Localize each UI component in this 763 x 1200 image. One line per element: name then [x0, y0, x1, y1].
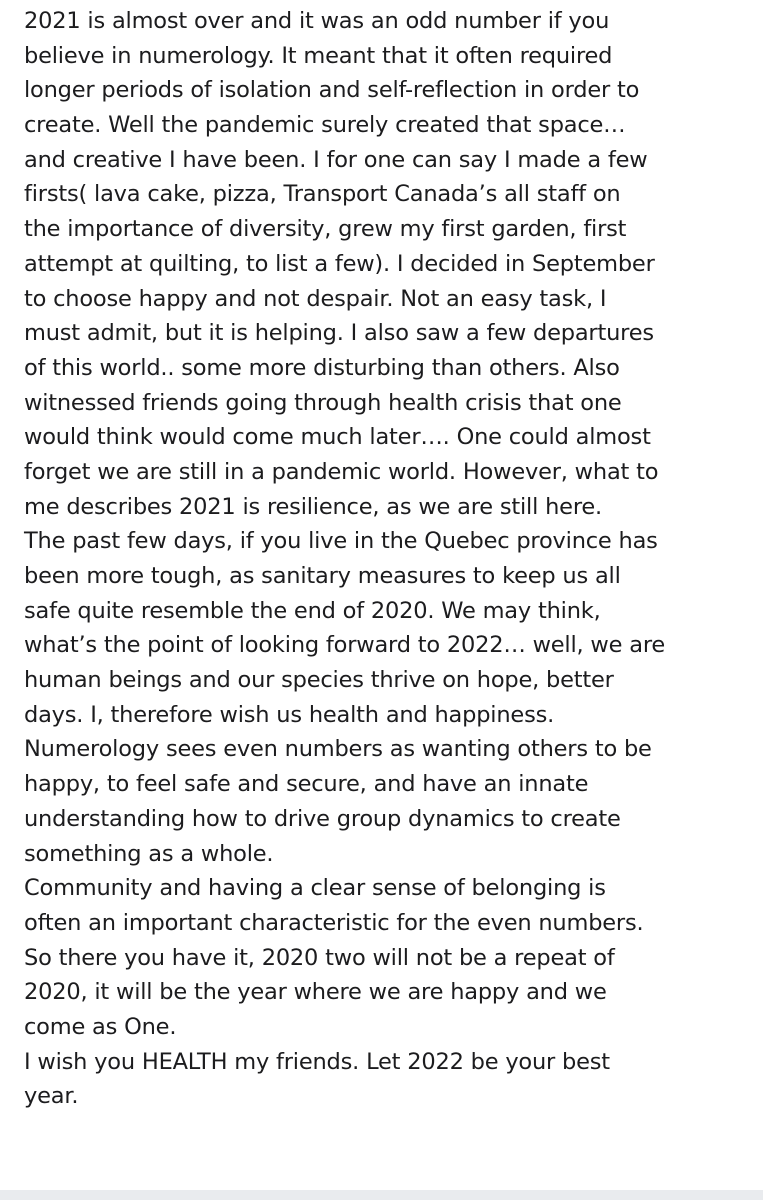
- post-body: [24, 4, 759, 1114]
- post-text-line: must admit, but it is helping. I also saw a few departures: [24, 320, 654, 347]
- post-text-line: what’s the point of looking forward to 2022… well, we are: [24, 632, 666, 659]
- post-text-line: attempt at quilting, to list a few). I decided in September: [24, 250, 655, 277]
- post-text-line: witnessed friends going through health crisis that one: [24, 389, 622, 416]
- post-text-line: Community and having a clear sense of belonging is: [24, 875, 606, 902]
- post-text-line: the importance of diversity, grew my first garden, first: [24, 216, 627, 243]
- post-text-line: happy, to feel safe and secure, and have an innate: [24, 771, 589, 798]
- post-text-line: of this world.. some more disturbing than others. Also: [24, 354, 620, 381]
- post-text-line: longer periods of isolation and self-reflection in order to: [24, 77, 640, 104]
- post-text-line: Numerology sees even numbers as wanting others to be: [24, 736, 652, 763]
- post-text-line: create. Well the pandemic surely created that space…: [24, 112, 626, 139]
- post-text-line: days. I, therefore wish us health and happiness.: [24, 701, 555, 728]
- post-text-line: often an important characteristic for the even numbers.: [24, 909, 644, 936]
- post-text-line: 2021 is almost over and it was an odd number if you: [24, 8, 610, 34]
- post-text-line: human beings and our species thrive on hope, better: [24, 667, 614, 694]
- post-bottom-divider: [0, 1190, 763, 1200]
- post-text-line: been more tough, as sanitary measures to keep us all: [24, 563, 621, 589]
- post-text-line: forget we are still in a pandemic world. However, what to: [24, 458, 659, 485]
- post-text-line: So there you have it, 2020 two will not be a repeat of: [24, 944, 615, 971]
- post-text-line: understanding how to drive group dynamics to create: [24, 805, 621, 832]
- post-text-line: come as One.: [24, 1013, 177, 1040]
- post-text-line: me describes 2021 is resilience, as we are still here.: [24, 493, 602, 520]
- post-text-line: year.: [24, 1083, 79, 1110]
- post-text-line: believe in numerology. It meant that it often required: [24, 42, 613, 69]
- post-text-line: would think would come much later…. One could almost: [24, 424, 651, 451]
- post-text-line: firsts( lava cake, pizza, Transport Canada’s all staff on: [24, 181, 621, 208]
- post-text-line: safe quite resemble the end of 2020. We may think,: [24, 597, 601, 624]
- post-text-line: I wish you HEALTH my friends. Let 2022 be your best: [24, 1048, 610, 1075]
- post-text-line: to choose happy and not despair. Not an easy task, I: [24, 285, 607, 312]
- post-text-line: 2020, it will be the year where we are happy and we: [24, 979, 607, 1006]
- post-text-line: and creative I have been. I for one can say I made a few: [24, 146, 648, 173]
- post-text-line: something as a whole.: [24, 840, 274, 867]
- post-text-line: The past few days, if you live in the Quebec province has: [24, 528, 658, 555]
